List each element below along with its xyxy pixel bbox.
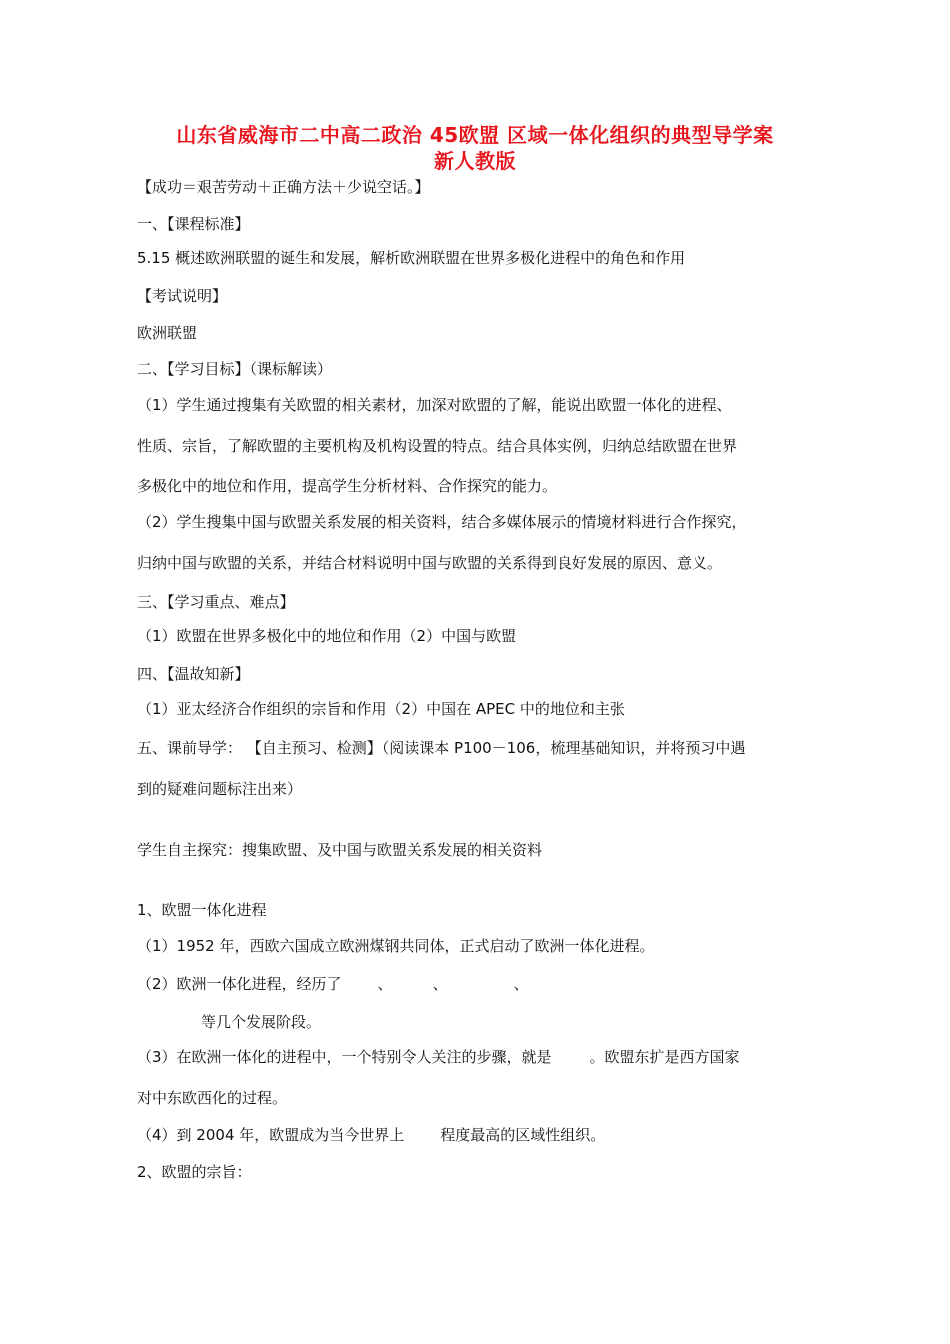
- exam-content: 欧洲联盟: [137, 324, 198, 342]
- separator: 、: [513, 975, 529, 993]
- section1-heading: 一、【课程标准】: [137, 215, 250, 233]
- section4-heading: 四、【温故知新】: [137, 665, 250, 683]
- part1-item3: [137, 1047, 740, 1067]
- section5-line2: 到的疑难问题标注出来）: [137, 780, 303, 798]
- goal1-line3: 多极化中的地位和作用，提高学生分析材料、合作探究的能力。: [137, 477, 558, 495]
- separator: 、: [377, 975, 393, 993]
- goal1-line2: 性质、宗旨，了解欧盟的主要机构及机构设置的特点。结合具体实例，归纳总结欧盟在世界: [137, 437, 738, 455]
- part1-item3-text: （3）在欧洲一体化的进程中，一个特别令人关注的步骤，就是: [137, 1048, 552, 1066]
- part2-heading: 2、欧盟的宗旨：: [137, 1163, 252, 1181]
- goal1-line1: （1）学生通过搜集有关欧盟的相关素材，加深对欧盟的了解，能说出欧盟一体化的进程、: [137, 396, 732, 414]
- part1-item4: [137, 1125, 605, 1145]
- part1-item2-text: （2）欧洲一体化进程，经历了: [137, 975, 342, 993]
- course-standard: 5.15 概述欧洲联盟的诞生和发展，解析欧洲联盟在世界多极化进程中的角色和作用: [137, 249, 686, 267]
- exam-heading: 【考试说明】: [137, 287, 228, 305]
- section2-heading: 二、【学习目标】（课标解读）: [137, 360, 333, 378]
- part1-item4-text-b: 程度最高的区域性组织。: [440, 1126, 606, 1144]
- goal2-line1: （2）学生搜集中国与欧盟关系发展的相关资料，结合多媒体展示的情境材料进行合作探究，: [137, 513, 747, 531]
- goal2-line2: 归纳中国与欧盟的关系，并结合材料说明中国与欧盟的关系得到良好发展的原因、意义。: [137, 554, 723, 572]
- part1-item3-continued: 对中东欧西化的过程。: [137, 1089, 288, 1107]
- part1-item1: （1）1952 年，西欧六国成立欧洲煤钢共同体，正式启动了欧洲一体化进程。: [137, 937, 655, 955]
- document-title-line2: 新人教版: [434, 149, 516, 173]
- section5-line1: 五、课前导学： 【自主预习、检测】（阅读课本 P100－106，梳理基础知识，并将预习中遇: [137, 739, 746, 757]
- document-title-line1: 山东省威海市二中高二政治 45欧盟 区域一体化组织的典型导学案: [176, 123, 774, 147]
- part1-heading: 1、欧盟一体化进程: [137, 901, 267, 919]
- part1-item3-text-b: 。欧盟东扩是西方国家: [589, 1048, 740, 1066]
- part1-item2: [137, 974, 529, 994]
- section4-content: （1）亚太经济合作组织的宗旨和作用（2）中国在 APEC 中的地位和主张: [137, 700, 625, 718]
- separator: 、: [432, 975, 448, 993]
- motto: 【成功＝艰苦劳动＋正确方法＋少说空话。】: [137, 178, 430, 196]
- section3-content: （1）欧盟在世界多极化中的地位和作用（2）中国与欧盟: [137, 627, 517, 645]
- section3-heading: 三、【学习重点、难点】: [137, 593, 295, 611]
- self-explore: 学生自主探究：搜集欧盟、及中国与欧盟关系发展的相关资料: [137, 841, 543, 859]
- part1-item2-continued: 等几个发展阶段。: [201, 1013, 322, 1031]
- part1-item4-text: （4）到 2004 年，欧盟成为当今世界上: [137, 1126, 405, 1144]
